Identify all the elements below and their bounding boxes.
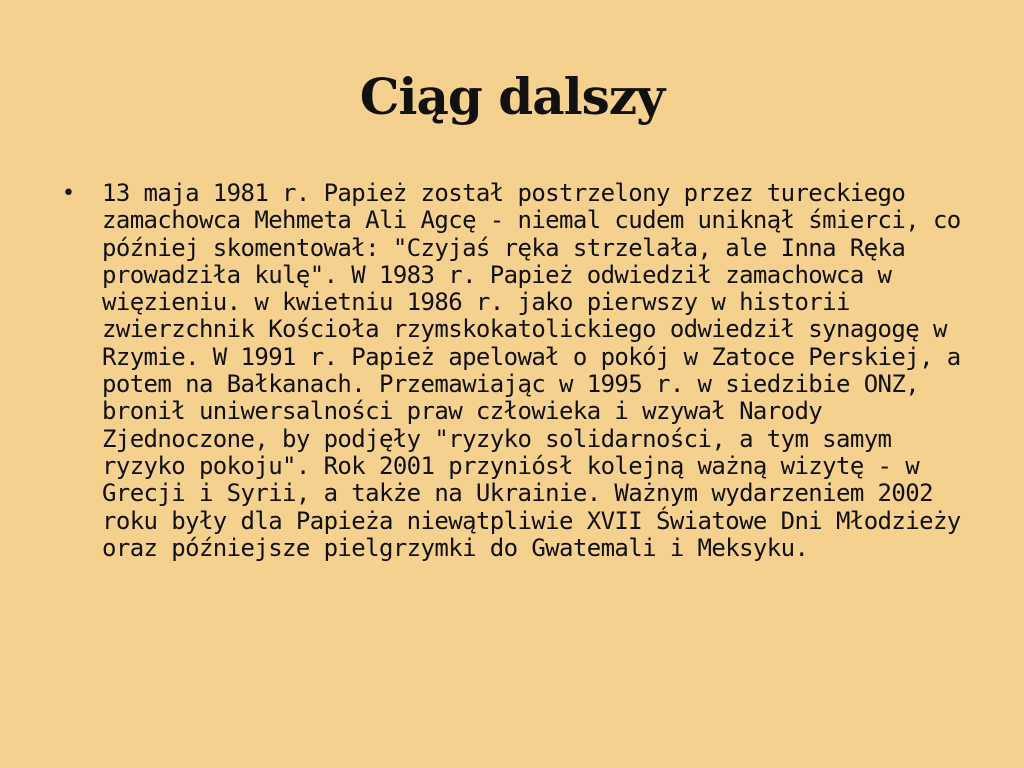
- bullet-text: 13 maja 1981 r. Papież został postrzelony przez tureckiego zamachowca Mehmeta Ali Agcę - niemal cudem uniknął śmierci, co później skomentował: "Czyjaś ręka strzelała, ale Inna Ręka prowadziła kulę". W 1983 r. Papież odwiedził zamachowca w więzieniu. w kwietniu 1986 r. jako pierwszy w historii zwierzchnik Kościoła rzymskokatolickiego odwiedził synagogę w Rzymie. W 1991 r. Papież apelował o pokój w Zatoce Perskiej, a potem na Bałkanach. Przemawiając w 1995 r. w siedzibie ONZ, bronił uniwersalności praw człowieka i wzywał Narody Zjednoczone, by podjęły "ryzyko solidarności, a tym samym ryzyko pokoju". Rok 2001 przyniósł kolejną ważną wizytę - w Grecji i Syrii, a także na Ukrainie. Ważnym wydarzeniem 2002 roku były dla Papieża niewątpliwie XVII Światowe Dni Młodzieży oraz późniejsze pielgrzymki do Gwatemali i Meksyku.: [102, 179, 961, 562]
- bullet-item: [62, 180, 962, 562]
- bullet-list: [62, 180, 962, 562]
- slide-title: Ciąg dalszy: [359, 67, 665, 126]
- bullet-marker: •: [62, 181, 75, 206]
